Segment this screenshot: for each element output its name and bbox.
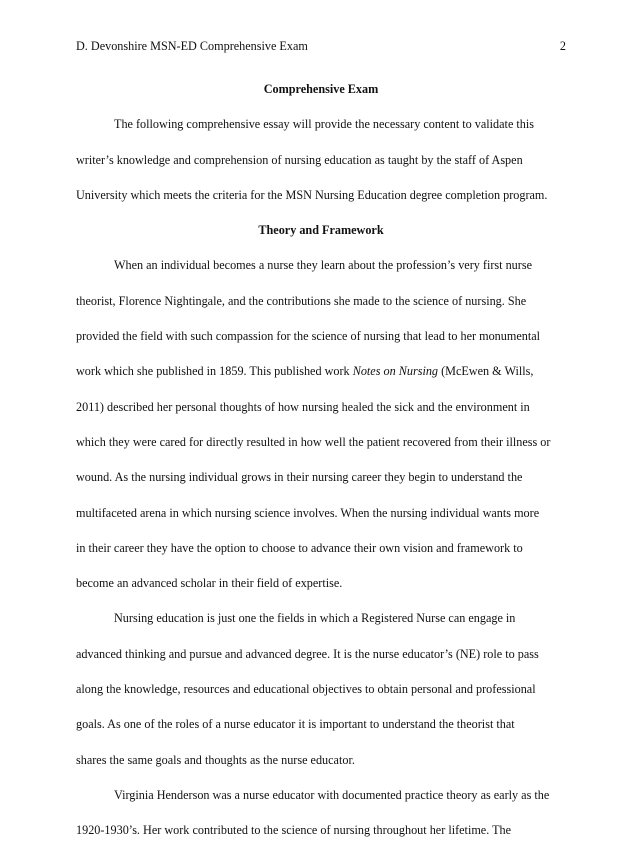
book-title: Notes on Nursing	[352, 364, 439, 379]
para2-line: advanced thinking and pursue and advanced degree. It is the nurse educator’s (NE) role to pass	[76, 646, 539, 661]
intro-line: The following comprehensive essay will provide the necessary content to validate this	[114, 117, 535, 132]
para1-line: theorist, Florence Nightingale, and the contributions she made to the science of nursing. She	[76, 293, 527, 308]
line-text: (McEwen & Wills,	[438, 364, 534, 379]
para3-line: Virginia Henderson was a nurse educator with documented practice theory as early as the	[114, 787, 550, 802]
section-heading: Theory and Framework	[258, 223, 384, 238]
para2-line: along the knowledge, resources and educational objectives to obtain personal and professional	[76, 682, 536, 697]
para1-line: in their career they have the option to choose to advance their own vision and framework to	[76, 540, 523, 555]
line-text: work which she published in 1859. This published work	[76, 364, 353, 379]
para1-line: which they were cared for directly resulted in how well the patient recovered from their illness or	[76, 434, 551, 449]
para1-line: provided the field with such compassion for the science of nursing that lead to her monumental	[76, 329, 541, 344]
para1-line: When an individual becomes a nurse they learn about the profession’s very first nurse	[114, 258, 532, 273]
para3-line: 1920-1930’s. Her work contributed to the science of nursing throughout her lifetime. The	[76, 823, 512, 838]
para1-line: multifaceted arena in which nursing science involves. When the nursing individual wants more	[76, 505, 540, 520]
intro-line: University which meets the criteria for the MSN Nursing Education degree completion program.	[76, 187, 548, 202]
para1-line: 2011) described her personal thoughts of how nursing healed the sick and the environment in	[76, 399, 530, 414]
para2-line: Nursing education is just one the fields in which a Registered Nurse can engage in	[114, 611, 516, 626]
para1-line: wound. As the nursing individual grows in their nursing career they begin to understand the	[76, 470, 523, 485]
para2-line: goals. As one of the roles of a nurse educator it is important to understand the theorist that	[76, 717, 515, 732]
para1-line: become an advanced scholar in their field of expertise.	[76, 576, 343, 591]
page-number: 2	[559, 39, 566, 53]
intro-line: writer’s knowledge and comprehension of nursing education as taught by the staff of Aspen	[76, 152, 523, 167]
document-body	[76, 72, 566, 849]
running-head: D. Devonshire MSN-ED Comprehensive Exam	[76, 39, 308, 53]
para1-line	[76, 354, 566, 389]
para2-line: shares the same goals and thoughts as the nurse educator.	[76, 752, 355, 767]
document-title: Comprehensive Exam	[263, 82, 379, 96]
